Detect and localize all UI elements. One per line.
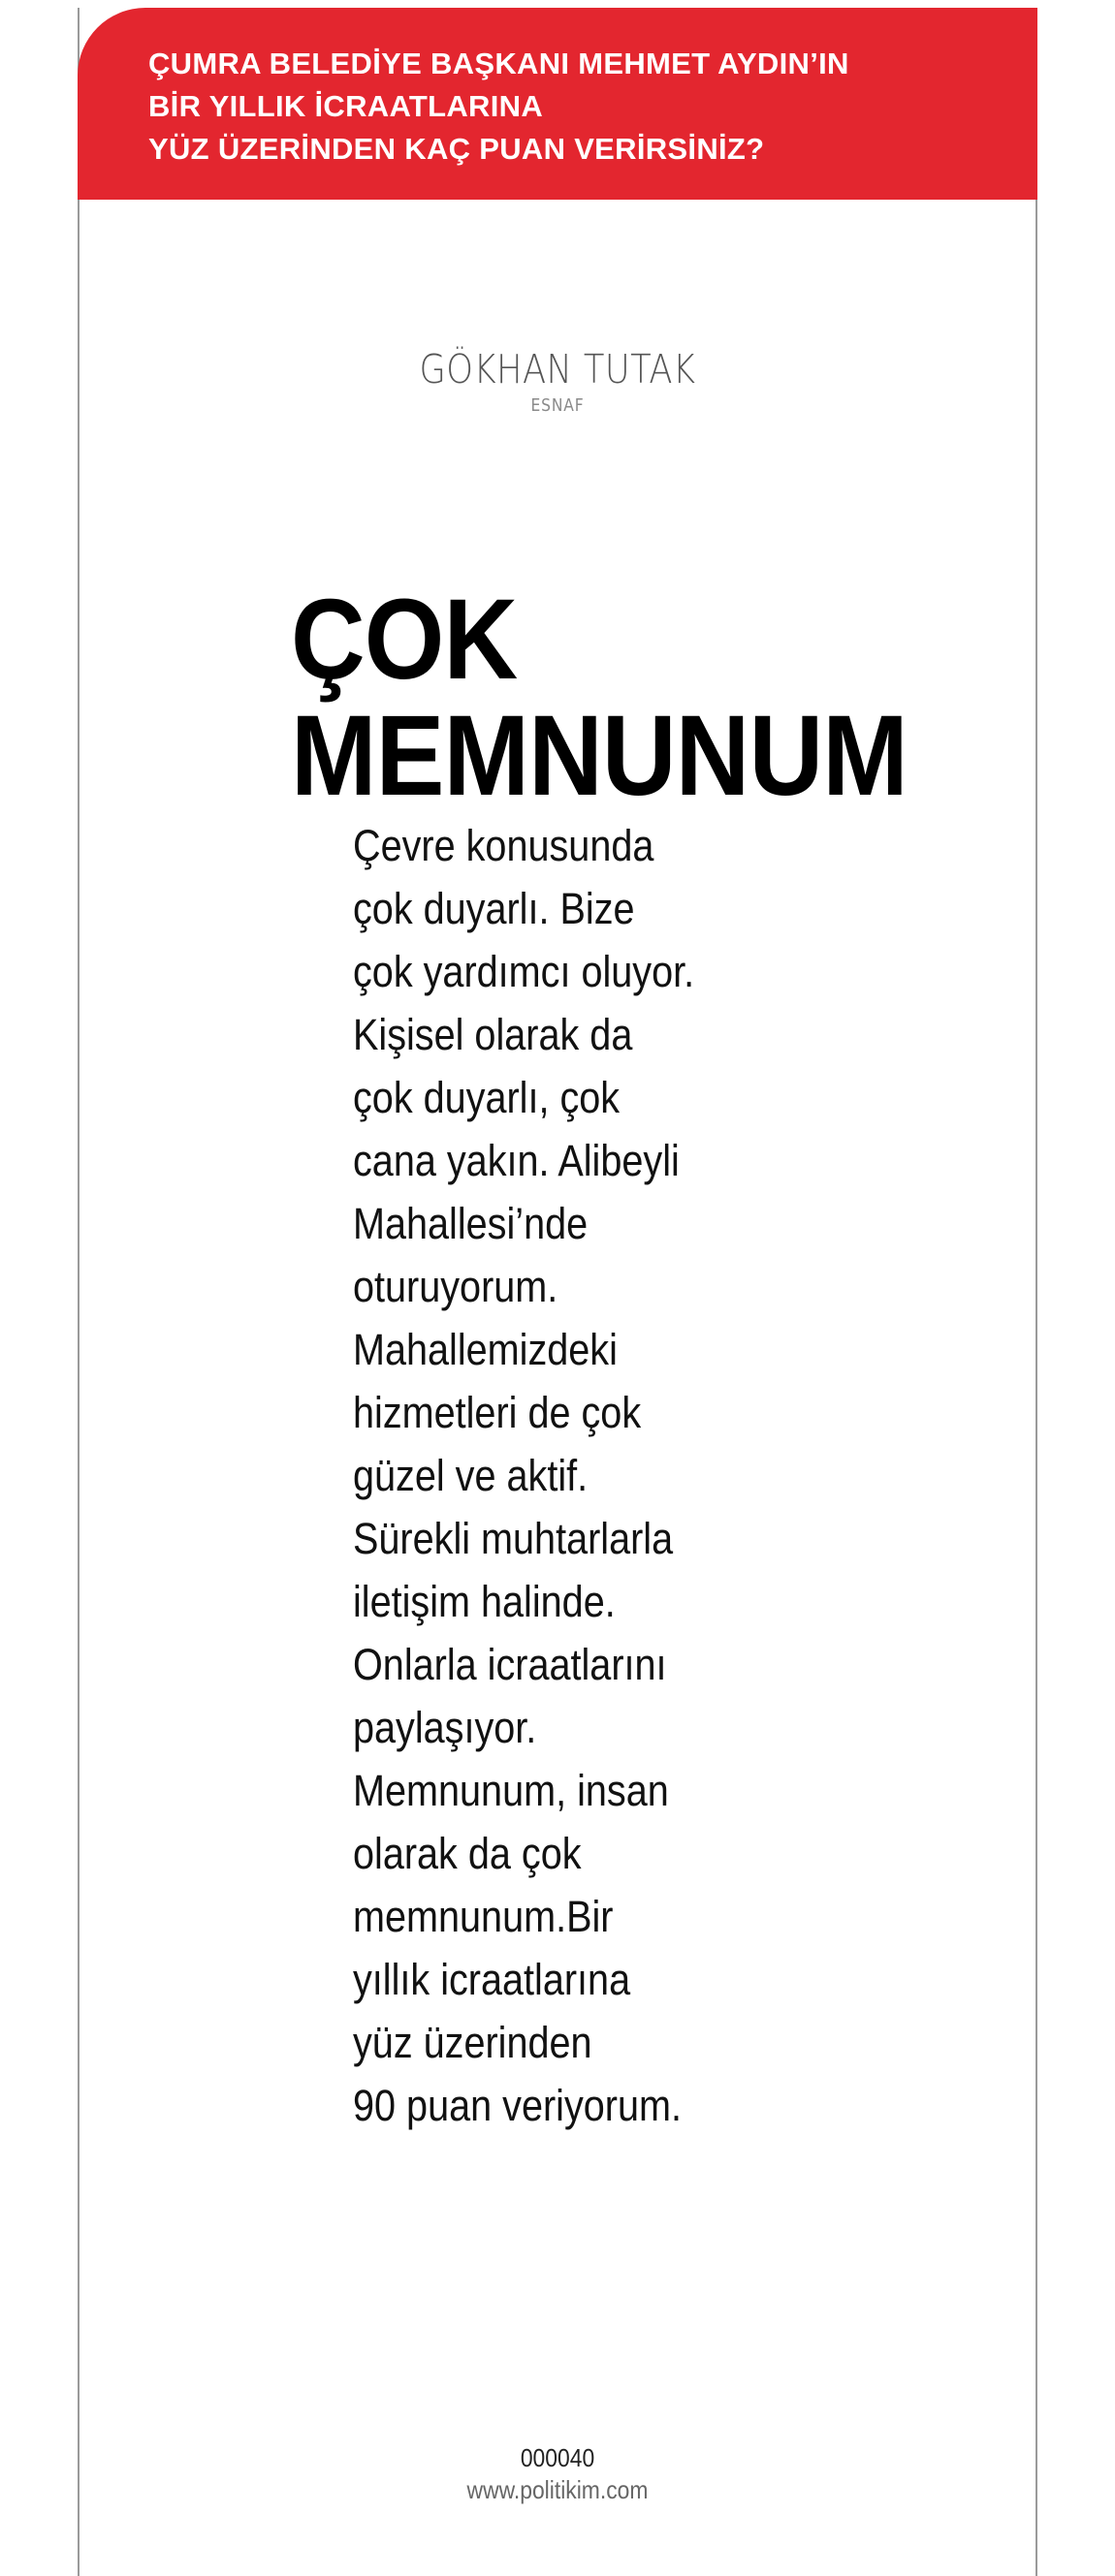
banner-line-1: ÇUMRA BELEDİYE BAŞKANI MEHMET AYDIN’IN — [148, 47, 849, 80]
banner-line-3: YÜZ ÜZERİNDEN KAÇ PUAN VERİRSİNİZ? — [148, 132, 765, 166]
body-line: oturuyorum. — [353, 1262, 558, 1311]
body-line: Sürekli muhtarlarla — [353, 1514, 674, 1563]
body-line: Mahallemizdeki — [353, 1325, 618, 1374]
footer — [78, 2442, 1037, 2506]
question-banner — [78, 8, 1037, 200]
quote-body — [353, 814, 712, 2137]
body-line: olarak da çok — [353, 1829, 582, 1878]
body-line: 90 puan veriyorum. — [353, 2081, 682, 2130]
body-line: çok yardımcı oluyor. — [353, 947, 695, 996]
body-line: Çevre konusunda — [353, 821, 654, 870]
body-line: çok duyarlı. Bize — [353, 884, 635, 933]
body-line: çok duyarlı, çok — [353, 1073, 621, 1122]
headline-line-1: ÇOK — [291, 576, 518, 704]
banner-line-2: BİR YILLIK İCRAATLARINA — [148, 89, 544, 123]
headline-line-2: MEMNUNUM — [291, 692, 908, 820]
person-name: GÖKHAN TUTAK — [419, 346, 696, 393]
website-link[interactable]: www.politikim.com — [466, 2475, 649, 2504]
body-line: Onlarla icraatlarını — [353, 1640, 667, 1689]
body-line: memnunum.Bir — [353, 1892, 614, 1941]
person-role: ESNAF — [530, 395, 585, 416]
body-line: yüz üzerinden — [353, 2018, 592, 2067]
body-line: güzel ve aktif. — [353, 1451, 589, 1500]
headline — [291, 576, 908, 820]
body-line: Kişisel olarak da — [353, 1010, 633, 1059]
body-line: yıllık icraatlarına — [353, 1955, 631, 2004]
person-block — [78, 345, 1037, 416]
body-line: Mahallesi’nde — [353, 1199, 589, 1248]
body-line: hizmetleri de çok — [353, 1388, 642, 1437]
page-code: 000040 — [520, 2443, 595, 2472]
body-line: iletişim halinde. — [353, 1577, 616, 1626]
body-line: Memnunum, insan — [353, 1766, 669, 1815]
body-line: paylaşıyor. — [353, 1703, 537, 1752]
body-line: cana yakın. Alibeyli — [353, 1136, 680, 1185]
